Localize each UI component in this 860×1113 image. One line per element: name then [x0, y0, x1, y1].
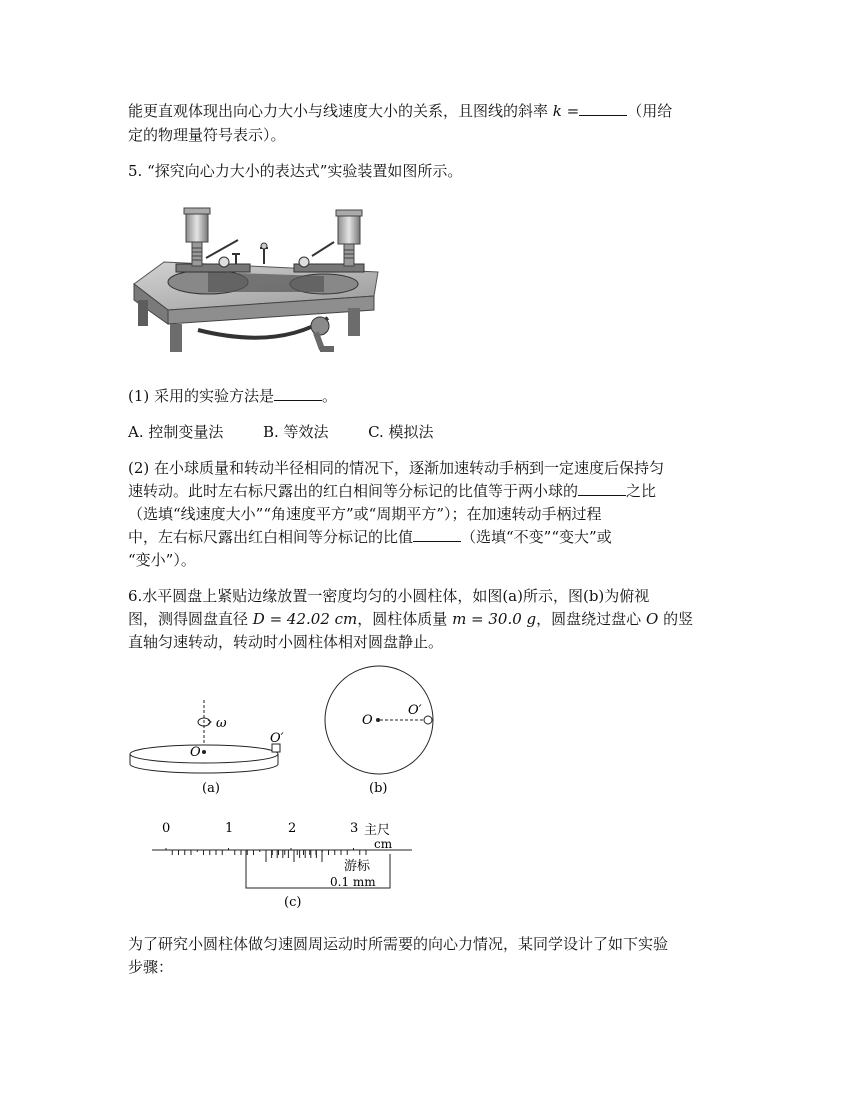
- slope-symbol: k =: [552, 102, 580, 120]
- question-5-2-line5: “变小”）。: [128, 551, 196, 569]
- omega-label: ω: [216, 716, 227, 731]
- answer-blank: [274, 385, 322, 401]
- question-5-2-line4: [128, 526, 734, 549]
- tick-label-2: 2: [288, 821, 297, 836]
- option-b: B. 等效法: [262, 423, 329, 441]
- option-a: A. 控制变量法: [128, 423, 224, 441]
- question-6-line1: 6.水平圆盘上紧贴边缘放置一密度均匀的小圆柱体，如图(a)所示，图(b)为俯视: [128, 587, 650, 605]
- question-5-2-line3: （选填“线速度大小”“角速度平方”或“周期平方”）；在加速转动手柄过程: [128, 505, 602, 523]
- mass-value: m = 30.0 g: [452, 610, 537, 628]
- centripetal-apparatus-figure: [128, 200, 390, 368]
- figure-a-disk-side: [128, 700, 298, 800]
- answer-blank: [578, 480, 626, 496]
- center-o-prime-label: O′: [270, 731, 284, 746]
- text: ，圆柱体质量: [357, 610, 448, 628]
- paragraph-slope: [128, 100, 734, 123]
- text: 速转动。此时左右标尺露出的红白相间等分标记的比值等于两小球的: [128, 482, 579, 500]
- caption-c: (c): [284, 895, 302, 910]
- question-6-line2: [128, 608, 734, 631]
- text: 定的物理量符号表示）。: [128, 126, 286, 144]
- answer-blank: [579, 100, 627, 116]
- center-o-label: O: [190, 745, 201, 760]
- text: 之比: [626, 482, 657, 500]
- question-5-1: [128, 385, 734, 408]
- text: 图，测得圆盘直径: [128, 610, 249, 628]
- main-scale-label: 主尺: [364, 823, 391, 838]
- question-6-line3: 直轴匀速转动，转动时小圆柱体相对圆盘静止。: [128, 633, 444, 651]
- main-scale: [152, 821, 412, 855]
- tick-label-0: 0: [162, 821, 171, 836]
- unit-label: cm: [374, 837, 393, 851]
- procedure-line1: 为了研究小圆柱体做匀速圆周运动时所需要的向心力情况，某同学设计了如下实验: [128, 935, 669, 953]
- vernier-scale: [246, 850, 390, 889]
- text: 。: [322, 387, 338, 405]
- question-5-options: [128, 421, 734, 444]
- precision-label: 0.1 mm: [330, 875, 376, 889]
- center-symbol: O: [645, 610, 659, 628]
- center-o-label: O: [362, 713, 373, 728]
- text: (1) 采用的实验方法是: [128, 387, 275, 405]
- text: （选填“不变”“变大”或: [461, 528, 612, 546]
- option-c: C. 模拟法: [368, 423, 434, 441]
- tick-label-1: 1: [225, 821, 234, 836]
- center-o-prime-label: O′: [408, 703, 422, 718]
- question-5-title: 5. “探究向心力大小的表达式”实验装置如图所示。: [128, 162, 463, 180]
- text: ，圆盘绕过盘心: [536, 610, 642, 628]
- caption-b: (b): [369, 781, 388, 796]
- text: （用给: [627, 102, 673, 120]
- answer-blank: [413, 526, 461, 542]
- figure-b-disk-top: [322, 664, 442, 800]
- text: 能更直观体现出向心力大小与线速度大小的关系，且图线的斜率: [128, 102, 549, 120]
- caption-a: (a): [202, 781, 220, 796]
- diameter-value: D = 42.02 cm: [252, 610, 358, 628]
- text: 中，左右标尺露出红白相间等分标记的比值: [128, 528, 414, 546]
- tick-label-3: 3: [350, 821, 359, 836]
- procedure-line2: 步骤：: [128, 958, 174, 976]
- text: 的竖: [663, 610, 694, 628]
- paragraph-line: [128, 124, 734, 147]
- vernier-label: 游标: [344, 859, 371, 874]
- question-5-2-line2: [128, 480, 734, 503]
- question-5-2-line1: (2) 在小球质量和转动半径相同的情况下，逐渐加速转动手柄到一定速度后保持匀: [128, 459, 665, 477]
- figure-c-vernier-caliper: [150, 816, 420, 912]
